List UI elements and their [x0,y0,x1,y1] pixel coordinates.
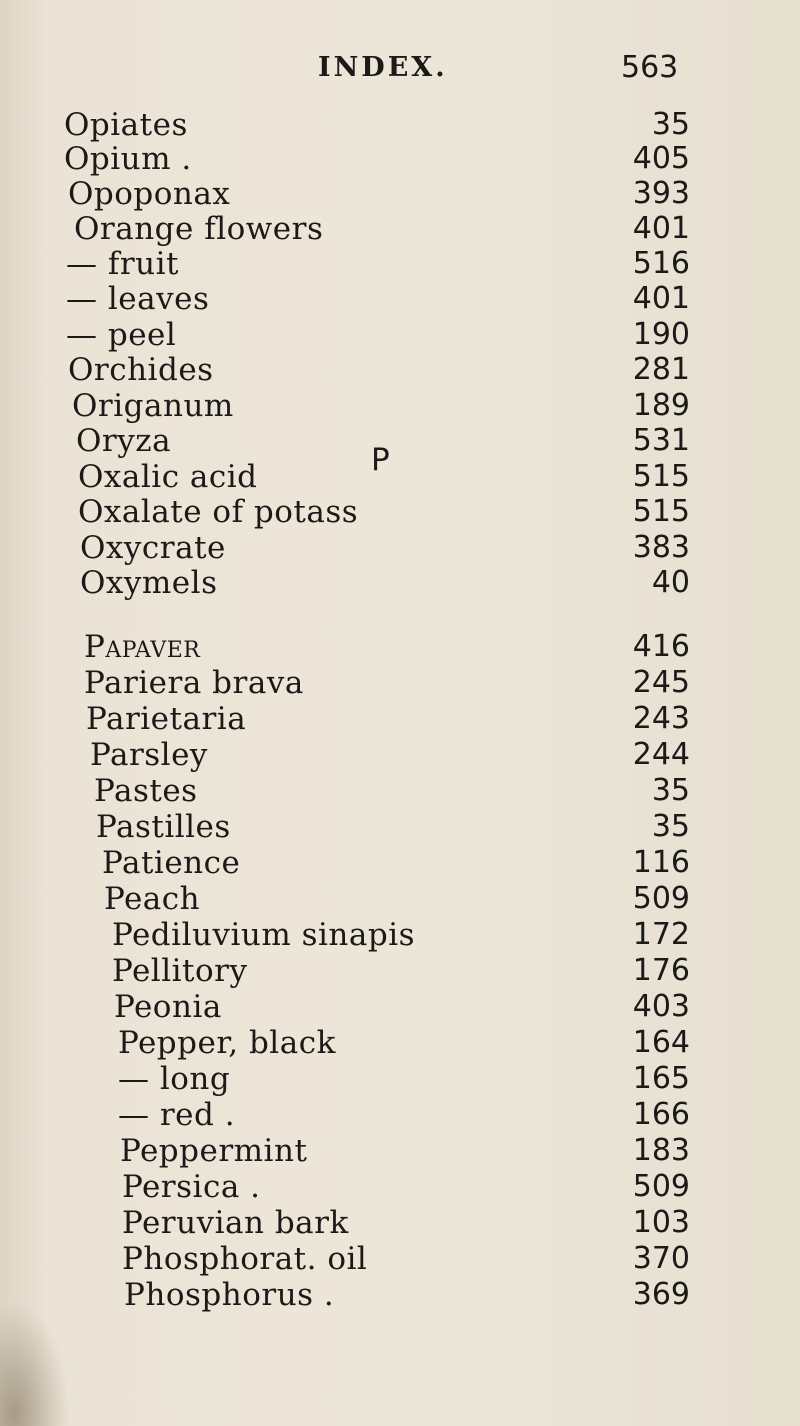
index-term: Papaver [84,629,201,665]
index-page-ref: 515 [632,459,690,494]
index-page-ref: 176 [632,953,690,988]
index-entry [96,810,690,844]
index-entry [80,566,690,600]
index-page-ref: 509 [632,881,690,916]
index-entry [64,108,690,142]
index-entry [122,1206,690,1240]
index-entry [122,1170,690,1204]
index-page-ref: 370 [632,1241,690,1276]
index-entry [102,846,690,880]
index-page-ref: 35 [651,107,690,142]
index-entry [86,702,690,736]
index-term: Oryza [76,423,172,459]
index-page-ref: 383 [632,530,690,565]
index-term: Pariera brava [84,665,304,701]
index-term: Persica . [122,1169,261,1205]
index-entry [104,882,690,916]
index-term: Pastilles [96,809,231,845]
index-term: Origanum [72,388,234,424]
running-header-title: INDEX. [318,52,448,83]
index-entry [68,353,690,387]
index-page-ref: 405 [632,141,690,176]
index-term: Oxycrate [80,530,226,566]
index-term: Peonia [114,989,222,1025]
index-page-ref: 515 [632,494,690,529]
index-entry [118,1098,690,1132]
index-entry [68,177,690,211]
index-page-ref: 165 [632,1061,690,1096]
index-term: Orchides [68,352,214,388]
index-entry [84,666,690,700]
index-term: — peel [66,317,177,353]
index-page-ref: 531 [632,423,690,458]
index-page-ref: 401 [632,281,690,316]
index-page-ref: 393 [632,176,690,211]
index-entry [112,918,690,952]
index-page-ref: 516 [632,246,690,281]
index-page-ref: 509 [632,1169,690,1204]
index-entry [80,531,690,565]
index-page-ref: 190 [632,317,690,352]
index-entry [114,990,690,1024]
index-entry [120,1134,690,1168]
index-entry [94,774,690,808]
index-entry [66,247,690,281]
index-page-ref: 189 [632,388,690,423]
index-entry [66,282,690,316]
index-entry [118,1062,690,1096]
index-page-ref: 164 [632,1025,690,1060]
index-page-ref: 103 [632,1205,690,1240]
index-term: Opium . [64,141,192,177]
section-letter: P [371,442,390,478]
index-page-ref: 40 [651,565,690,600]
index-page-ref: 172 [632,917,690,952]
index-entry [90,738,690,772]
index-page-ref: 243 [632,701,690,736]
index-term: Oxalate of potass [78,494,359,530]
page-stain [0,1300,70,1426]
index-page-ref: 403 [632,989,690,1024]
index-term: Pediluvium sinapis [112,917,416,953]
index-page-ref: 35 [651,773,690,808]
index-term: Parietaria [86,701,247,737]
index-entry [112,954,690,988]
index-term: Opoponax [68,176,231,212]
index-entry [78,495,690,529]
index-entry [76,424,690,458]
index-term: Phosphorus . [124,1277,335,1313]
index-term: Pellitory [112,953,248,989]
index-page-ref: 245 [632,665,690,700]
index-term: Parsley [90,737,208,773]
index-page-ref: 416 [632,629,690,664]
index-term: — red . [118,1097,236,1133]
index-term: Phosphorat. oil [122,1241,368,1277]
index-term: Opiates [64,107,188,143]
page-number: 563 [621,50,679,85]
index-entry [66,318,690,352]
index-entry [72,389,690,423]
index-page-ref: 401 [632,211,690,246]
index-page-ref: 183 [632,1133,690,1168]
index-entry [64,142,690,176]
index-page-ref: 281 [632,352,690,387]
index-page-ref: 116 [632,845,690,880]
index-term: Peach [104,881,201,917]
index-page-ref: 166 [632,1097,690,1132]
index-entry [74,212,690,246]
index-term: Patience [102,845,241,881]
index-entry [124,1278,690,1312]
index-entry [118,1026,690,1060]
index-term: Pastes [94,773,198,809]
index-term: — leaves [66,281,210,317]
index-term: — fruit [66,246,179,282]
index-entry [78,460,690,494]
index-term: — long [118,1061,231,1097]
index-page-ref: 244 [632,737,690,772]
index-term: Oxymels [80,565,218,601]
index-term: Peppermint [120,1133,308,1169]
index-entry [122,1242,690,1276]
index-term: Peruvian bark [122,1205,349,1241]
index-page-ref: 35 [651,809,690,844]
index-page-ref: 369 [632,1277,690,1312]
index-term: Oxalic acid [78,459,258,495]
index-term: Pepper, black [118,1025,336,1061]
index-entry [84,630,690,664]
index-term: Orange flowers [74,211,324,247]
